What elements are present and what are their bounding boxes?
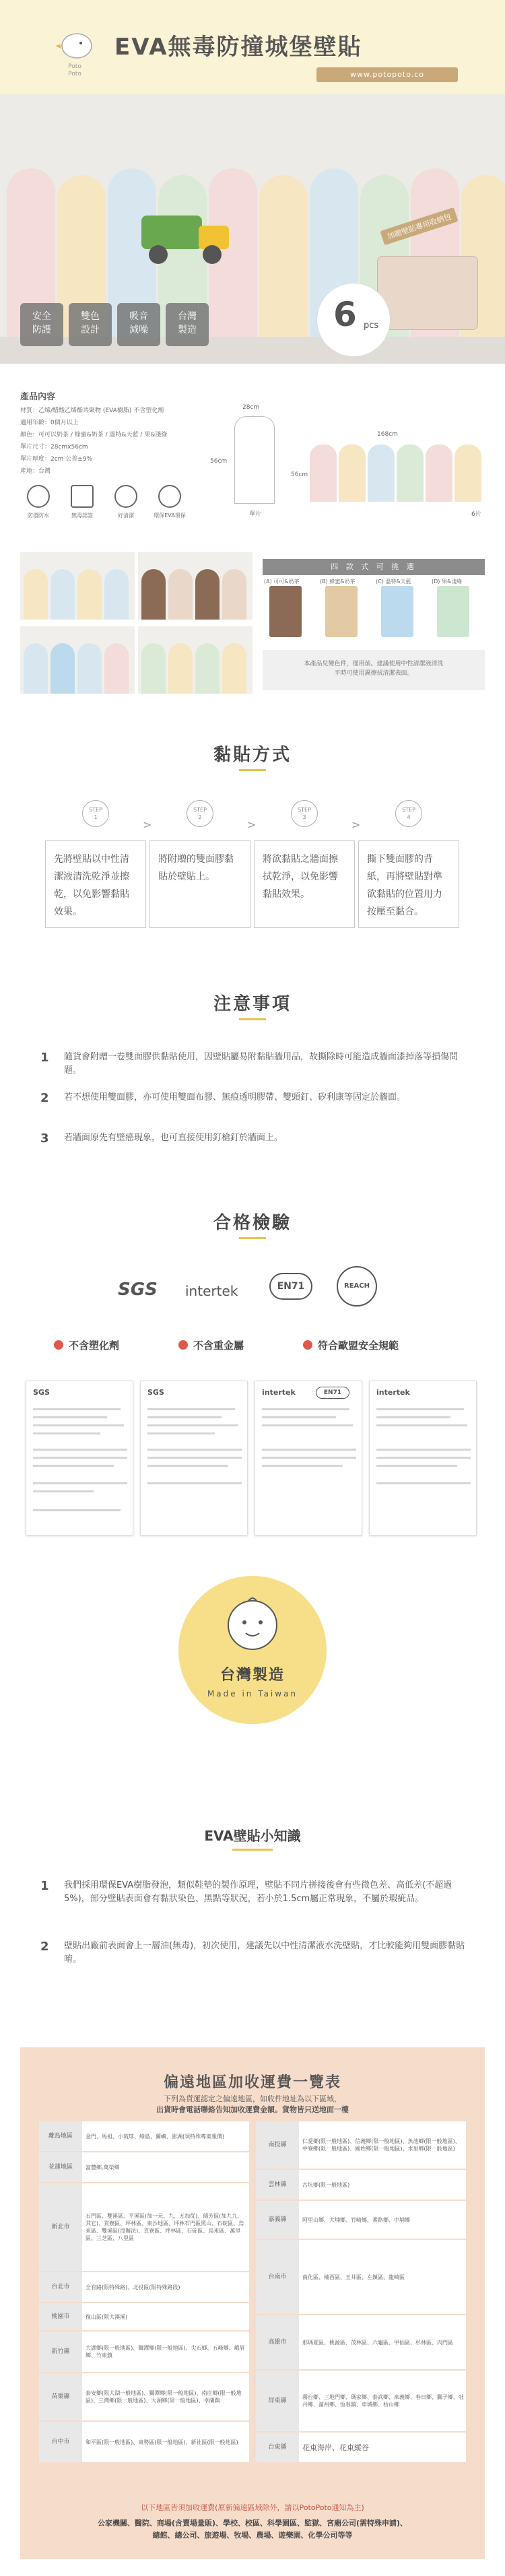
red-dot-icon bbox=[178, 1340, 188, 1350]
wall-panel bbox=[259, 175, 308, 343]
swatch-label: (B) 蜂蜜&奶茶 bbox=[320, 579, 356, 585]
dim-total: 168cm bbox=[377, 431, 398, 438]
toy-truck-icon bbox=[135, 195, 236, 269]
baby-face-icon bbox=[219, 1593, 286, 1653]
product-thumb bbox=[138, 626, 252, 694]
fee-sub: 下列為貨運認定之偏遠地區，如收件地址為以下區域， bbox=[164, 2094, 341, 2103]
dim-six: 6片 bbox=[471, 511, 481, 518]
table-row: 屏東縣 霧台鄉、三地門鄉、瑪家鄉、泰武鄉、來義鄉、春日鄉、獅子鄉、牡丹鄉、滿州鄉、恆春鎮、車城鄉、枋山鄉 bbox=[256, 2371, 466, 2431]
panel-drawing bbox=[339, 444, 366, 502]
title-underline bbox=[232, 1849, 273, 1851]
pack-tag: 加贈壁貼專用收納包 bbox=[380, 207, 458, 245]
made-in-taiwan-title: 台灣製造 bbox=[220, 1667, 285, 1684]
panel-drawing bbox=[368, 444, 395, 502]
swatch-d bbox=[437, 586, 469, 637]
step-badge: STEP 3 bbox=[291, 800, 318, 827]
table-row: 花蓮地區 富豐鄉,萬榮鄉 bbox=[39, 2152, 249, 2182]
panel-drawing bbox=[310, 444, 337, 502]
sgs-icon bbox=[71, 485, 94, 508]
fee-sub: 出貨時會電話聯絡告知加收運費金額。貨物皆只送地面一樓 bbox=[156, 2105, 349, 2114]
chevron-right-icon: > bbox=[143, 818, 152, 831]
note-text: 若牆面原先有壁癌現象，也可直接使用釘槍釘於牆面上。 bbox=[64, 1133, 283, 1143]
feature-badge: 安全 防護 bbox=[20, 303, 63, 346]
dim-height-2: 56cm bbox=[291, 471, 308, 478]
pcs-number: 6 bbox=[333, 295, 357, 334]
chick-logo-icon bbox=[54, 26, 96, 61]
swatch-label: (D) 果&淺綠 bbox=[432, 579, 463, 585]
table-row: 台中市 和平區(限一般地區)、東勢區(限一般地區)、新社區(限一般地區) bbox=[39, 2422, 249, 2462]
spec-line: 產地：台灣 bbox=[20, 468, 51, 475]
fee-footnote-line: 總館、總公司、旅遊場、牧場、農場、遊樂園、化學公司等等 bbox=[152, 2531, 353, 2540]
product-thumb bbox=[138, 552, 252, 620]
eva-text: 壁貼出廠前表面會上一層油(無毒)，初次使用，建議先以中性清潔液水洗壁貼，才比較能夠用雙面膠黏貼唷。 bbox=[64, 1941, 465, 1964]
table-row: 台南市 南化區、楠西區、玉井區、左鎮區、龍崎區 bbox=[256, 2240, 466, 2314]
report-header: intertek bbox=[376, 1388, 410, 1397]
dim-single: 單片 bbox=[249, 511, 262, 518]
note-text: 若不想使用雙面膠，亦可使用雙面布膠、無痕透明膠帶、雙頭釘、矽利康等固定於牆面。 bbox=[64, 1092, 406, 1102]
test-report bbox=[255, 1381, 362, 1535]
feature-badge: 吸音 減噪 bbox=[117, 303, 160, 346]
fee-footnote: 以下地區皆須加收運費(原新偏遠區域除外，請以PotoPoto通知為主) bbox=[141, 2503, 364, 2512]
spec-line: 單片尺寸：28cmx56cm bbox=[20, 444, 88, 451]
note-number: 2 bbox=[40, 1940, 49, 1954]
dim-height: 56cm bbox=[210, 458, 228, 465]
chevron-right-icon: > bbox=[351, 818, 361, 831]
clean-icon bbox=[114, 485, 137, 508]
swatch-note: 本產品兒變色件，僅用前。建議使用中性清潔液清洗 平時可使用濕擦拭清潔表面。 bbox=[263, 650, 485, 690]
table-row: 雲林縣 古坑鄉(限一般地區) bbox=[256, 2170, 466, 2200]
swatch-title: 四 款 式 可 挑 選 bbox=[263, 559, 485, 575]
spec-line: 單片厚度：2cm 公差±9% bbox=[20, 456, 93, 463]
table-row: 苗栗縣 泰安鄉(限大湖一般地區)、獅潭鄉(限一般地區)、南庄鄉(限一般地區)、三灣鄉(限一般地區)、大湖鄉(限一般地區)、卓蘭鎮 bbox=[39, 2373, 249, 2420]
table-row: 桃園市 復山區(限大漢溪) bbox=[39, 2303, 249, 2330]
step-text: 撕下雙面膠的背紙，再將壁貼對準欲黏貼的位置用力按壓至黏合。 bbox=[358, 840, 459, 928]
step-text: 將欲黏貼之牆面擦拭乾淨，以免影響黏貼效果。 bbox=[254, 840, 355, 928]
water-drop-icon bbox=[27, 485, 50, 508]
table-row: 南投縣 仁愛鄉(限一般地區)、信義鄉(限一般地區)、魚池鄉(限一般地區)、中寮鄉(限一般地區)、國姓鄉(限一般地區)、水里鄉(限一般地區) bbox=[256, 2121, 466, 2169]
logo-text: Poto Poto bbox=[68, 63, 81, 77]
spec-line: 顏色：可可以奶茶 / 蜂蜜&奶茶 / 溫特&天藍 / 果&淺綠 bbox=[20, 432, 168, 438]
table-row: 離島地區 金門、馬祖、小琉球、綠島、蘭嶼、澎湖(須特殊專案報價) bbox=[39, 2121, 249, 2151]
table-row: 台東縣 花東海岸、花東縱谷 bbox=[256, 2433, 466, 2462]
table-row: 高雄市 那瑪夏區、桃源區、茂林區、六龜區、甲仙區、杉林區、內門區 bbox=[256, 2315, 466, 2369]
site-url[interactable]: www.potopoto.co bbox=[316, 67, 458, 82]
note-number: 1 bbox=[40, 1879, 49, 1893]
feature-badge: 台灣 製造 bbox=[166, 303, 209, 346]
intertek-logo: intertek bbox=[185, 1283, 238, 1299]
swatch-a bbox=[269, 586, 302, 637]
fee-title: 偏遠地區加收運費一覽表 bbox=[163, 2074, 341, 2091]
dim-width: 28cm bbox=[242, 404, 260, 411]
step-badge: STEP 1 bbox=[82, 800, 109, 827]
spec-line: 材質：乙烯/醋酸乙烯酯共聚物 (EVA樹脂) 不含塑化劑 bbox=[20, 407, 164, 414]
page-title: EVA無毒防撞城堡壁貼 bbox=[114, 34, 362, 61]
free-label: 符合歐盟安全規範 bbox=[318, 1340, 399, 1352]
red-dot-icon bbox=[303, 1340, 312, 1350]
product-thumb bbox=[20, 552, 135, 620]
panel-drawing bbox=[454, 444, 481, 502]
chevron-right-icon: > bbox=[247, 818, 257, 831]
test-report bbox=[369, 1381, 477, 1535]
swatch-label: (C) 溫特&天藍 bbox=[376, 579, 411, 585]
test-report bbox=[26, 1381, 133, 1535]
panel-drawing bbox=[426, 444, 452, 502]
note-number: 3 bbox=[40, 1131, 49, 1146]
spec-title: 產品內容 bbox=[20, 392, 56, 402]
table-row: 新竹縣 大湖鄉(限一般地區)、獅潭鄉(限一般地區)、尖石鄉、五峰鄉、峨眉鄉、竹東鎮 bbox=[39, 2332, 249, 2372]
table-row: 嘉義縣 阿里山鄉、大埔鄉、竹崎鄉、番路鄉、中埔鄉 bbox=[256, 2201, 466, 2239]
en71-logo: EN71 bbox=[269, 1273, 312, 1300]
title-underline bbox=[239, 769, 266, 771]
swatch-label: (A) 可可&奶茶 bbox=[264, 579, 300, 585]
reach-logo: REACH bbox=[337, 1266, 377, 1307]
en71-stamp: EN71 bbox=[316, 1387, 349, 1399]
title-underline bbox=[239, 1237, 266, 1239]
icon-label: 環保EVA環保 bbox=[154, 513, 186, 519]
eva-text: 我們採用環保EVA樹脂發泡，類似鞋墊的製作原理，壁貼不同片拼接後會有些微色差、高低差(不超過5%)，部分壁貼表面會有黏狀染色、黑點等狀況，若小於1.5cm屬正常現象，不屬於瑕疵品。 bbox=[64, 1880, 452, 1904]
test-report bbox=[140, 1381, 248, 1535]
single-panel-drawing bbox=[234, 416, 275, 504]
product-thumb bbox=[20, 626, 135, 694]
red-dot-icon bbox=[54, 1340, 63, 1350]
icon-label: 好清潔 bbox=[118, 513, 134, 519]
swatch-c bbox=[381, 586, 413, 637]
fee-footnote-line: 公家機關、醫院、商場(含賣場量販)、學校、校區、科學園區、監獄、宮廟公司(需特殊申請)、 bbox=[97, 2519, 408, 2528]
table-row: 台北市 全有路(限特殊路)、北投區(限特殊路段) bbox=[39, 2272, 249, 2302]
free-label: 不含塑化劑 bbox=[69, 1340, 120, 1352]
notes-title: 注意事項 bbox=[213, 994, 292, 1014]
icon-label: 無毒認證 bbox=[71, 513, 93, 519]
icon-label: 防潑防水 bbox=[28, 513, 49, 519]
feature-badge: 雙色 設計 bbox=[69, 303, 112, 346]
storage-bag bbox=[377, 256, 478, 330]
step-badge: STEP 2 bbox=[187, 800, 213, 827]
step-badge: STEP 4 bbox=[395, 800, 422, 827]
report-header: intertek bbox=[262, 1388, 296, 1397]
note-number: 2 bbox=[40, 1091, 49, 1105]
swatch-b bbox=[325, 586, 358, 637]
spec-line: 適用年齡：0個月以上 bbox=[20, 420, 79, 426]
report-header: SGS bbox=[147, 1388, 164, 1397]
fee-footnote bbox=[20, 2517, 485, 2542]
eco-icon bbox=[158, 485, 181, 508]
note-number: 1 bbox=[40, 1051, 49, 1065]
free-label: 不含重金屬 bbox=[193, 1340, 244, 1352]
table-row: 新北市 石門區、雙溪區、平溪區(加一元、九、五加從)、瑞芳區(加九九、其它)、貢寮區、坪林區、東沙地區、坪林石門區黑山、石碇區、烏來區、雙溪區(沒辦法)、貢寮區、坪林區、石碇區、烏來區、萬里區、三芝區、八里區 bbox=[39, 2183, 249, 2271]
panel-drawing bbox=[397, 444, 424, 502]
steps-title: 黏貼方式 bbox=[213, 745, 292, 765]
note-text: 隨貨會附贈一卷雙面膠供黏貼使用，因壁貼屬易附黏貼牆用品，故撕除時可能造成牆面漆掉落等損傷問題。 bbox=[64, 1052, 459, 1076]
pcs-unit: pcs bbox=[364, 321, 379, 331]
made-in-taiwan-sub: Made in Taiwan bbox=[207, 1689, 298, 1698]
report-header: SGS bbox=[33, 1388, 50, 1397]
inspection-title: 合格檢驗 bbox=[213, 1213, 292, 1233]
eva-title: EVA壁貼小知識 bbox=[204, 1828, 301, 1844]
sgs-logo: SGS bbox=[118, 1280, 158, 1300]
title-underline bbox=[239, 1018, 266, 1020]
step-text: 先將壁貼以中性清潔液清洗乾淨並擦乾，以免影響黏貼效果。 bbox=[45, 840, 146, 928]
step-text: 將附贈的雙面膠黏貼於壁貼上。 bbox=[149, 840, 250, 928]
